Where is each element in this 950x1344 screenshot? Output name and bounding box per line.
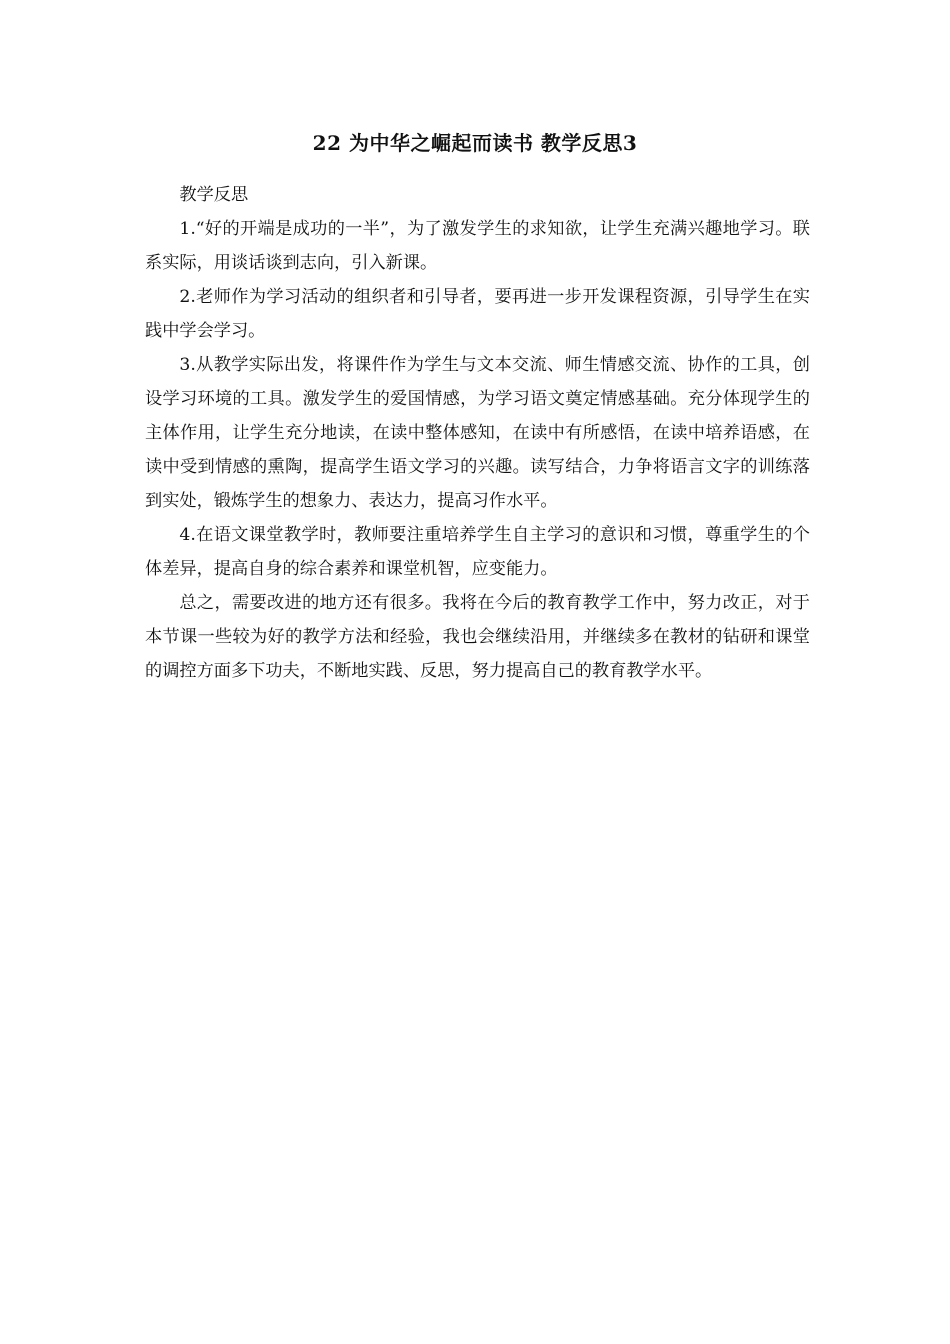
- paragraph-point-4: 4.在语文课堂教学时，教师要注重培养学生自主学习的意识和习惯，尊重学生的个体差异，提高自身的综合素养和课堂机智，应变能力。: [145, 525, 810, 579]
- paragraph-point-1: 1.“好的开端是成功的一半”，为了激发学生的求知欲，让学生充满兴趣地学习。联系实际，用谈话谈到志向，引入新课。: [145, 219, 810, 273]
- section-heading: 教学反思: [179, 185, 249, 205]
- paragraph-conclusion: 总之，需要改进的地方还有很多。我将在今后的教育教学工作中，努力改正，对于本节课一些较为好的教学方法和经验，我也会继续沿用，并继续多在教材的钻研和课堂的调控方面多下功夫，不断地实践、反思，努力提高自己的教育教学水平。: [145, 593, 810, 681]
- document-title: 22 为中华之崛起而读书 教学反思3: [312, 131, 638, 155]
- document-body: [145, 178, 810, 688]
- paragraph-point-3: 3.从教学实际出发，将课件作为学生与文本交流、师生情感交流、协作的工具，创设学习环境的工具。激发学生的爱国情感，为学习语文奠定情感基础。充分体现学生的主体作用，让学生充分地读，在读中整体感知，在读中有所感悟，在读中培养语感，在读中受到情感的熏陶，提高学生语文学习的兴趣。读写结合，力争将语言文字的训练落到实处，锻炼学生的想象力、表达力，提高习作水平。: [145, 355, 810, 511]
- paragraph-point-2: 2.老师作为学习活动的组织者和引导者，要再进一步开发课程资源，引导学生在实践中学会学习。: [145, 287, 810, 341]
